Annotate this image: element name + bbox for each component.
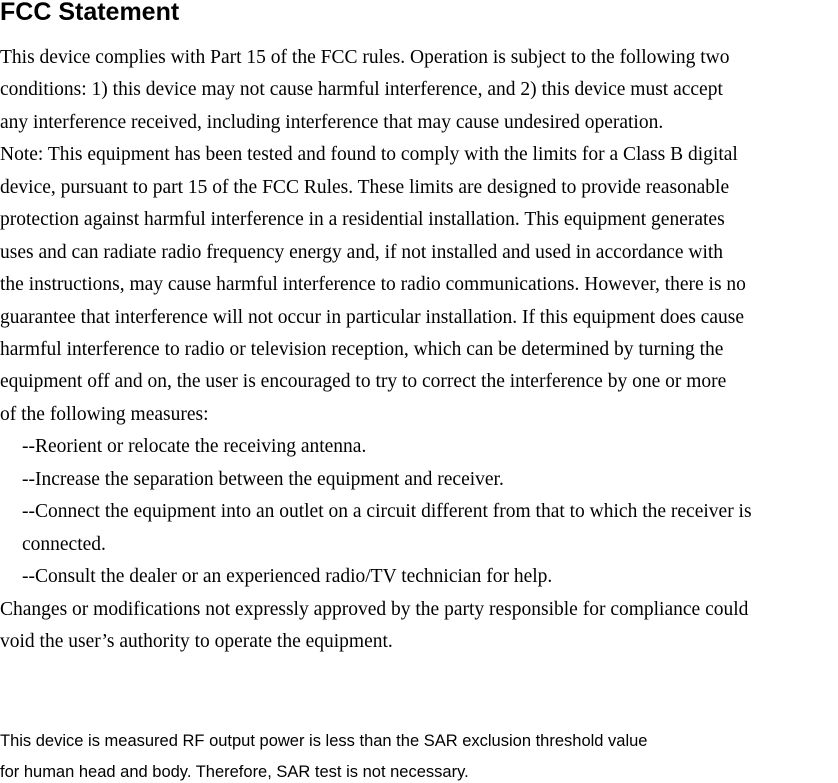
measure-item: --Consult the dealer or an experienced radio/TV technician for help. <box>22 566 553 587</box>
note-line: Note: This equipment has been tested and found to comply with the limits for a Class B digital <box>0 144 738 165</box>
measure-item: --Reorient or relocate the receiving antenna. <box>22 436 367 457</box>
body-line: harmful interference to radio or television reception, which can be determined by turning the <box>0 339 724 360</box>
measure-item: --Connect the equipment into an outlet on a circuit different from that to which the receiver is <box>22 501 752 522</box>
body-line: of the following measures: <box>0 404 209 425</box>
body-line: equipment off and on, the user is encouraged to try to correct the interference by one or more <box>0 371 727 392</box>
page-title: FCC Statement <box>0 0 180 26</box>
measure-item: --Increase the separation between the equipment and receiver. <box>22 469 504 490</box>
measure-item-continued: connected. <box>22 534 106 555</box>
body-line: guarantee that interference will not occur in particular installation. If this equipment does cause <box>0 307 744 328</box>
body-line: uses and can radiate radio frequency energy and, if not installed and used in accordance with <box>0 242 724 263</box>
body-line: Changes or modifications not expressly approved by the party responsible for compliance could <box>0 599 749 620</box>
body-line: device, pursuant to part 15 of the FCC Rules. These limits are designed to provide reasonable <box>0 177 730 198</box>
body-line: This device complies with Part 15 of the FCC rules. Operation is subject to the following two <box>0 47 730 68</box>
body-line: protection against harmful interference in a residential installation. This equipment generates <box>0 209 725 230</box>
sar-statement-line: This device is measured RF output power is less than the SAR exclusion threshold value <box>0 732 648 750</box>
body-line: any interference received, including interference that may cause undesired operation. <box>0 112 664 133</box>
body-line: void the user’s authority to operate the equipment. <box>0 631 393 652</box>
body-line: conditions: 1) this device may not cause harmful interference, and 2) this device must accept <box>0 79 723 100</box>
body-line: the instructions, may cause harmful interference to radio communications. However, there is no <box>0 274 746 295</box>
sar-statement-line: for human head and body. Therefore, SAR test is not necessary. <box>0 763 469 781</box>
